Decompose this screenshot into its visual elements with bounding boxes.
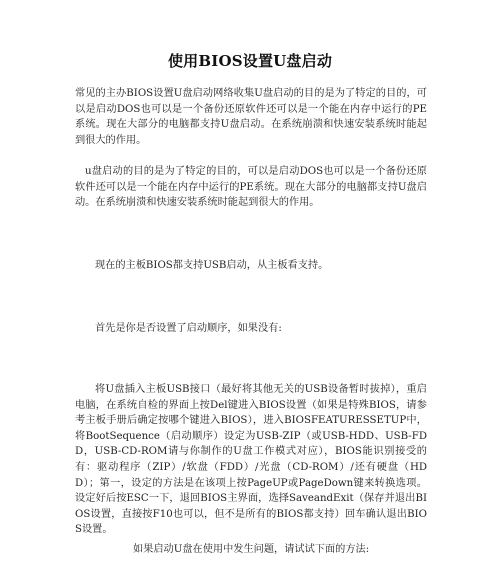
paragraph-usb-purpose: u盘启动的目的是为了特定的目的，可以是启动DOS也可以是一个备份还原软件还可以是一个能在内存中运行的PE系统。现在大部分的电脑都支持U盘启动。在系统崩溃和快速安装系统时能起到很大的作用。 [75, 166, 427, 209]
paragraph-usb-support: 现在的主板BIOS都支持USB启动，从主板看支持。 [95, 260, 329, 271]
document-title: 使用BIOS设置U盘启动 [167, 52, 333, 70]
paragraph-bios-steps: 将U盘插入主板USB接口（最好将其他无关的USB设备暂时拔掉），重启电脑，在系统自检的界面上按Del键进入BIOS设置（如果是特殊BIOS，请参考主板手册后确定按哪个键进入BIOS），进入BIOSFEATURESSETUP中，将BootSequence（启动顺序）设定为USB-ZIP（或USB-HDD、USB-FDD，USB-CD-ROM请与你制作的U盘工作模式对应），BIOS能识别接受的有：驱动程序（ZIP）/软盘（FDD）/光盘（CD-ROM）/还有硬盘（HDD）；第一，设定的方法是在该项上按PageUP或PageDown键来转换选项。设定好后按ESC一下，退回BIOS主界面，选择SaveandExit（保存并退出BIOS设置，直接按F10也可以，但不是所有的BIOS都支持）回车确认退出BIOS设置。 [75, 384, 427, 536]
paragraph-boot-order-question: 首先是你是否设置了启动顺序，如果没有: [95, 323, 282, 334]
paragraph-intro: 常见的主办BIOS设置U盘启动网络收集U盘启动的目的是为了特定的目的，可以是启动DOS也可以是一个备份还原软件还可以是一个能在内存中运行的PE系统。现在大部分的电脑都支持U盘启动。在系统崩溃和快速安装系统时能起到很大的作用。 [75, 88, 427, 146]
paragraph-troubleshoot: 如果启动U盘在使用中发生问题，请试试下面的方法: [133, 544, 370, 555]
